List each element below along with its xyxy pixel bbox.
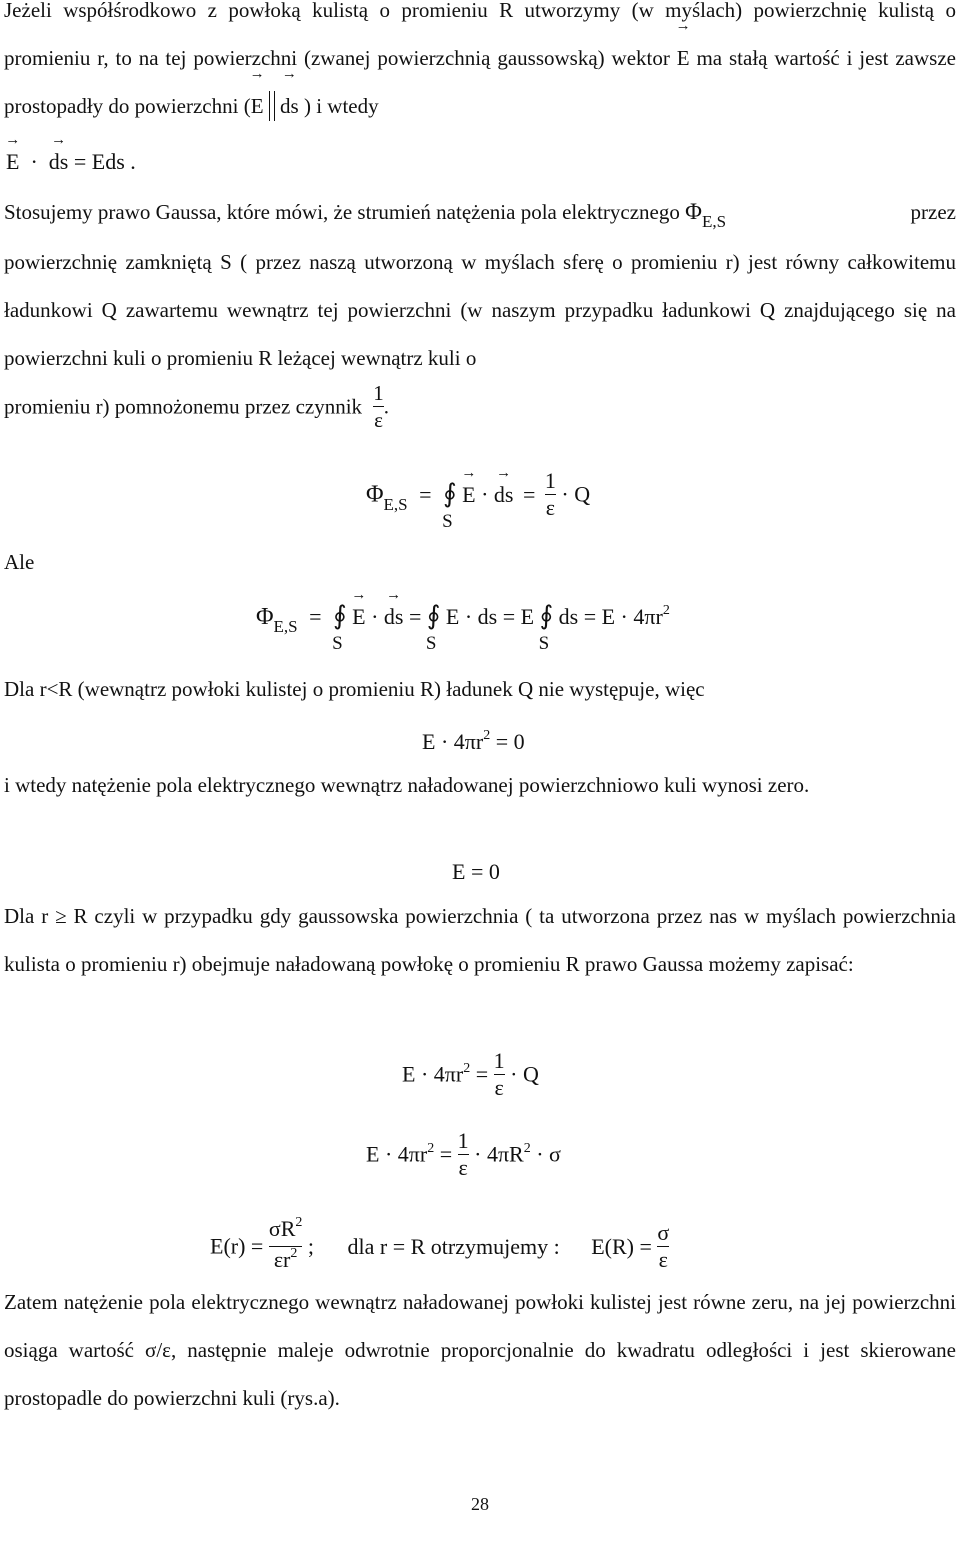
paragraph-2-text: powierzchnię zamkniętą S ( przez naszą utworzoną w myślach sferę o promieniu r) jest równy całkowitemu ładunkowi Q zawartemu wewnątrz tej powierzchni (w naszym przypadku ładunkowi Q znajdującego się na powierzchni kuli o promieniu R leżącej wewnątrz kuli o: [4, 250, 956, 370]
paragraph-2: [4, 238, 956, 382]
contour-integral-2a: ∮ S: [332, 601, 347, 654]
paragraph-1-text: Jeżeli współśrodkowo z powłoką kulistą o promieniu R utworzymy (w myślach) powierzchnię kulistą o promieniu r, to na tej powierzchni (zwanej powierzchnią gaussowską) wektor: [4, 0, 956, 70]
factor-text: promieniu r) pomnożonemu przez czynnik: [4, 394, 363, 419]
equation-flux-expanded: $\Phi_{E,S}$ = ∮ S → E · → ds = ∮ S E · ds = E ∮ S ds = $E \cdot 4\pi r^2$: [256, 602, 670, 635]
relation-r-ge-r: r ≥ R: [41, 904, 88, 928]
paragraph-1: [4, 0, 956, 130]
phi-subscript: E,S: [701, 212, 727, 231]
contour-integral-2c: ∮ S: [538, 601, 554, 654]
equation-zero-flux: $E \cdot 4\pi r^2 = 0$: [422, 728, 525, 754]
paragraph-1-tail: ma stałą wartość i jest zawsze prostopadły do powierzchni (: [4, 46, 956, 118]
parallel-symbol: [269, 91, 275, 121]
phi-symbol: Φ: [685, 199, 702, 224]
eq-vector-e: → E: [6, 148, 19, 176]
factor-fraction: $\frac{1}{\varepsilon}$: [373, 381, 384, 432]
gauss-law-przez: przez: [910, 200, 956, 224]
vector-e: → E: [677, 34, 690, 82]
eq-vector-ds: → ds: [49, 148, 69, 176]
vector-e-parallel: → E: [251, 82, 264, 130]
gauss-law-text: Stosujemy prawo Gaussa, które mówi, że strumień natężenia pola elektrycznego: [4, 200, 680, 224]
dot-product-equation: → E · → ds = Eds .: [6, 148, 136, 176]
fraction-1: $\frac{1}{\varepsilon}$: [544, 468, 556, 520]
fraction-7b: $\frac{\sigma}{\varepsilon}$: [657, 1220, 670, 1272]
equation-gauss-law: $\Phi_{E,S}$ = ∮ S → E · → ds = $\frac{1}{\varepsilon}$ · Q: [366, 470, 590, 523]
paragraph-5: Dla r ≥ R czyli w przypadku gdy gaussowska powierzchnia ( ta utworzona przez nas w myślach powierzchnia kulista o promieniu r) obejmuje naładowaną powłokę o promieniu R prawo Gaussa możemy zapisać:: [4, 904, 957, 976]
equation-field-result: E(r) = $\frac{\sigma R^2}{\varepsilon r^2}$ ; dla r = R otrzymujemy : E(R) = $\frac{\sigma}{\varepsilon}$: [210, 1218, 669, 1279]
fraction-5: $\frac{1}{\varepsilon}$: [493, 1048, 505, 1100]
equation-e-zero: E = 0: [452, 859, 500, 884]
paragraph-1-end: ) i wtedy: [303, 94, 379, 118]
page-number: 28: [471, 1494, 489, 1514]
factor-line: promieniu r) pomnożonemu przez czynnik $\frac{1}{\varepsilon}$ .: [4, 381, 390, 432]
fraction-7a: $\frac{\sigma R^2}{\varepsilon r^2}$: [268, 1215, 303, 1272]
ale-label: Ale: [4, 550, 35, 574]
paragraph-6: Zatem natężenie pola elektrycznego wewnątrz naładowanej powłoki kulistej jest równe zeru, na jej powierzchni osiąga wartość σ/ε, następnie maleje odwrotnie proporcjonalnie do kwadratu odległości i jest skierowane prostopadle do powierzchni kuli (rys.a).: [4, 1290, 956, 1410]
contour-integral-2b: ∮ S: [425, 601, 441, 654]
paragraph-4: i wtedy natężenie pola elektrycznego wewnątrz naładowanej powierzchniowo kuli wynosi zero.: [4, 773, 810, 797]
contour-integral-1: ∮ S: [442, 478, 457, 532]
eq-dot-rhs: = Eds .: [73, 149, 136, 174]
vector-ds-parallel: → ds: [280, 82, 299, 130]
equation-gauss-charge: $E \cdot 4\pi r^2$ = $\frac{1}{\varepsilon}$ · $4\pi R^2 \cdot \sigma$: [366, 1128, 561, 1180]
paragraph-3: Dla r<R (wewnątrz powłoki kulistej o promieniu R) ładunek Q nie występuje, więc: [4, 677, 705, 701]
fraction-6: $\frac{1}{\varepsilon}$: [457, 1128, 469, 1180]
gauss-law-line: [4, 198, 956, 231]
equation-gauss-sphere: $E \cdot 4\pi r^2$ = $\frac{1}{\varepsilon}$ · Q: [402, 1048, 539, 1100]
